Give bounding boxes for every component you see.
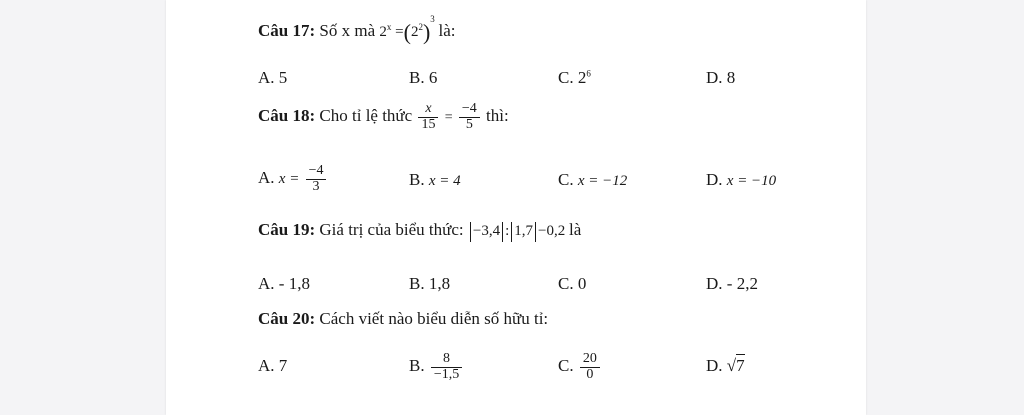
option-17-b[interactable] [409,68,437,88]
question-19-text: Giá trị của biểu thức: [319,220,464,239]
eq-exp: x [386,22,392,32]
option-letter: C. [558,356,574,376]
option-19-a[interactable] [258,274,310,294]
option-radicand: 7 [736,356,745,375]
expr-op: : [505,223,510,239]
option-letter: C. [558,68,574,87]
option-letter: D. [706,356,723,375]
question-17-text-after: là: [438,21,456,40]
eq-outer-exp: 3 [430,14,435,24]
question-18-text-after: thì: [486,106,509,126]
option-letter: B. [409,68,425,87]
sqrt-icon: √ [726,356,737,375]
option-letter: A. [258,168,275,188]
option-fraction: $\frac{-4}{3}$ [306,164,327,194]
question-20 [258,309,548,329]
eq-equals: = [395,24,404,40]
option-value: 6 [428,68,438,87]
option-20-a[interactable] [258,356,287,376]
option-value-base: 2 [577,68,587,87]
question-17-label: Câu 17: [258,21,316,40]
option-letter: D. [706,274,723,293]
option-20-d[interactable] [706,354,745,376]
option-19-b[interactable] [409,274,450,294]
option-letter: A. [258,68,275,87]
option-20-b[interactable] [409,352,464,382]
question-19-label: Câu 19: [258,220,316,239]
option-value: - 1,8 [278,274,310,293]
question-18-label: Câu 18: [258,106,316,126]
option-fraction: $\frac{20}{0}$ [580,352,600,382]
option-value: 7 [278,356,288,375]
fraction-neg4-over-5: $\frac{-4}{5}$ [459,102,480,132]
option-value: 0 [577,274,587,293]
equals-sign: = [444,110,453,126]
question-17 [258,14,456,46]
option-fraction: $\frac{8}{-1,5}$ [431,352,462,382]
fraction-x-over-15: $\frac{x}{15}$ [418,102,438,132]
option-letter: B. [409,274,425,293]
option-18-b[interactable] [409,170,461,190]
question-20-text: Cách viết nào biểu diễn số hữu tỉ: [319,309,549,328]
option-19-c[interactable] [558,274,586,294]
option-18-d[interactable] [706,170,776,190]
option-letter: C. [558,274,574,293]
option-letter: B. [409,356,425,376]
option-letter: A. [258,356,275,375]
option-19-d[interactable] [706,274,758,294]
expr-value-2: 1,7 [514,223,534,239]
option-17-d[interactable] [706,68,735,88]
expr-value-1: −3,4 [472,223,501,239]
option-letter: A. [258,274,275,293]
option-20-c[interactable] [558,352,602,382]
question-18 [258,102,509,132]
option-letter: D. [706,170,723,189]
expr-tail: −0,2 [538,223,566,239]
option-18-a[interactable] [258,164,328,194]
option-expr: x = −12 [577,173,628,189]
question-17-text: Số x mà [319,21,376,40]
option-value: 8 [726,68,736,87]
question-18-text: Cho tỉ lệ thức [319,106,413,126]
option-letter: D. [706,68,723,87]
option-lhs: x = [278,171,300,188]
eq-base: 2 [379,24,387,40]
eq-inner-exp: 2 [418,22,423,32]
option-expr: x = −10 [726,173,777,189]
eq-inner-base: 2 [410,24,419,40]
document-page [166,0,866,415]
option-17-a[interactable] [258,68,287,88]
option-letter: B. [409,170,425,189]
option-18-c[interactable] [558,170,627,190]
question-19 [258,220,581,242]
question-17-equation: $2^x =(2^2)^3$ [379,14,435,45]
option-value: - 2,2 [726,274,758,293]
option-value-exp: 6 [586,68,591,79]
question-19-text-after: là [568,220,582,239]
question-20-label: Câu 20: [258,309,316,328]
option-value: 1,8 [428,274,451,293]
option-17-c[interactable] [558,68,591,88]
option-letter: C. [558,170,574,189]
option-value: 5 [278,68,288,87]
option-expr: x = 4 [428,173,461,189]
question-19-expression [468,223,569,239]
